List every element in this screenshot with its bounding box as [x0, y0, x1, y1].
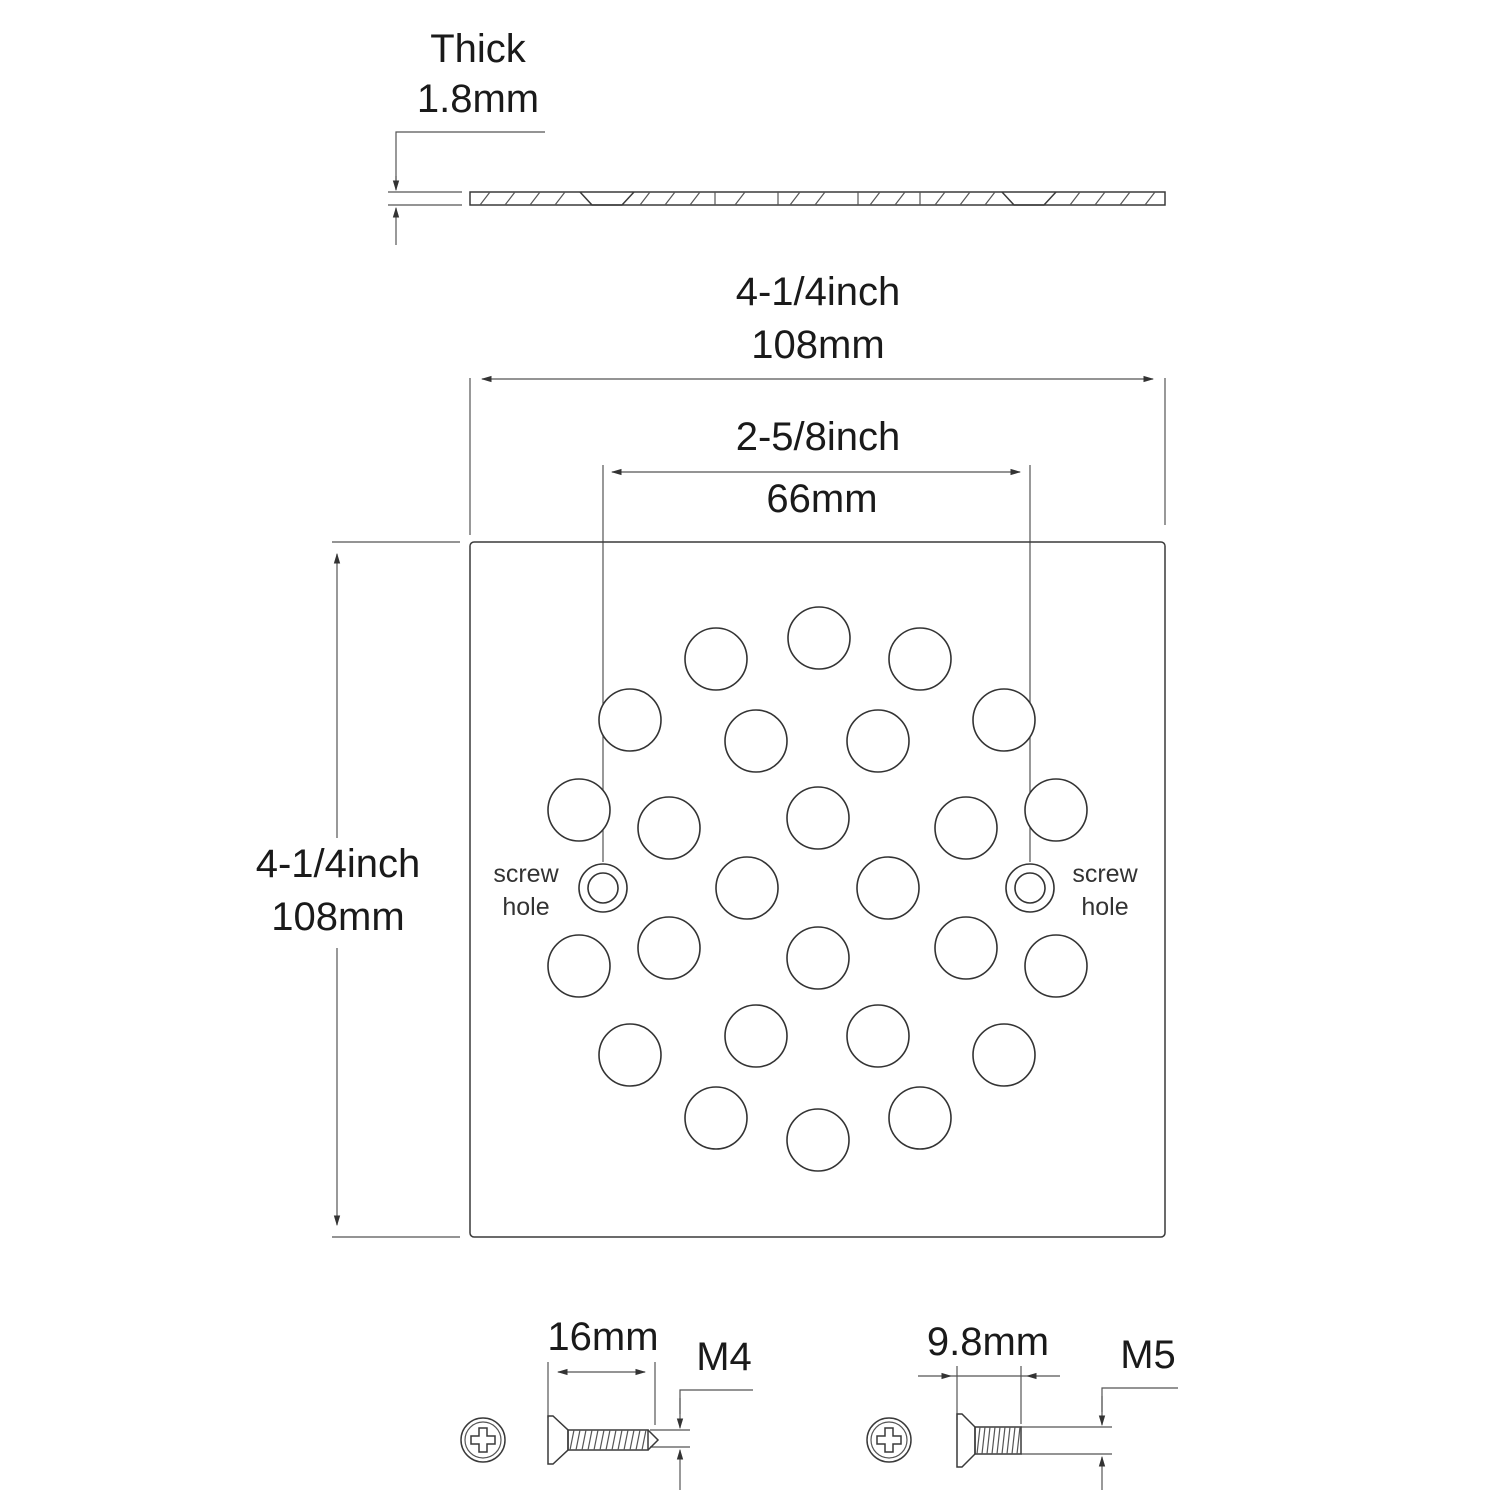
height-mm: 108mm [271, 895, 405, 939]
drain-hole [1025, 935, 1087, 997]
drain-hole [599, 689, 661, 751]
m5-thread: M5 [1120, 1333, 1176, 1377]
drain-hole [599, 1024, 661, 1086]
m4-thread: M4 [696, 1335, 752, 1379]
height-dimension [240, 542, 460, 1237]
drain-hole [787, 927, 849, 989]
flat-head-screw-icon [548, 1416, 658, 1464]
screw-hole-right-label-2: hole [1081, 893, 1129, 921]
screw-m5-detail [867, 1320, 1178, 1490]
drain-hole [685, 628, 747, 690]
drain-hole [973, 1024, 1035, 1086]
drain-hole [638, 917, 700, 979]
width-inch: 4-1/4inch [735, 270, 901, 314]
drain-hole [638, 797, 700, 859]
drain-hole [725, 710, 787, 772]
m5-length: 9.8mm [926, 1320, 1050, 1364]
height-inch: 4-1/4inch [255, 842, 421, 886]
width-mm: 108mm [751, 323, 885, 367]
drain-hole [935, 797, 997, 859]
drain-plate-top-view [470, 542, 1165, 1237]
drain-hole [716, 857, 778, 919]
screw-hole-left-label-1: screw [493, 860, 559, 888]
screw-hole-left-label-2: hole [502, 893, 550, 921]
spacing-mm: 66mm [766, 477, 878, 521]
drain-hole [847, 710, 909, 772]
phillips-head-icon [461, 1418, 505, 1462]
drain-hole [788, 607, 850, 669]
thickness-leader [396, 132, 545, 188]
drain-hole [548, 935, 610, 997]
drain-hole [685, 1087, 747, 1149]
drain-hole [725, 1005, 787, 1067]
drain-hole [889, 1087, 951, 1149]
drain-hole [973, 689, 1035, 751]
screw-m4-detail [461, 1315, 753, 1490]
thickness-value: 1.8mm [416, 77, 540, 121]
flat-head-screw-icon [957, 1414, 1021, 1467]
drain-hole [1025, 779, 1087, 841]
phillips-head-icon [867, 1418, 911, 1462]
side-profile-view [388, 27, 1165, 245]
countersink-left [580, 192, 634, 205]
m4-length: 16mm [547, 1315, 659, 1359]
drain-hole [847, 1005, 909, 1067]
thickness-title: Thick [430, 27, 526, 71]
drain-hole [787, 787, 849, 849]
screw-hole-right-label-1: screw [1072, 860, 1138, 888]
drain-hole [548, 779, 610, 841]
screw-hole-left [579, 864, 627, 912]
spacing-inch: 2-5/8inch [735, 415, 901, 459]
countersink-right [1002, 192, 1056, 205]
drain-hole [935, 917, 997, 979]
plate-profile [470, 192, 1165, 205]
drain-hole [857, 857, 919, 919]
drain-hole [787, 1109, 849, 1171]
screw-hole-right [1006, 864, 1054, 912]
drain-hole [889, 628, 951, 690]
